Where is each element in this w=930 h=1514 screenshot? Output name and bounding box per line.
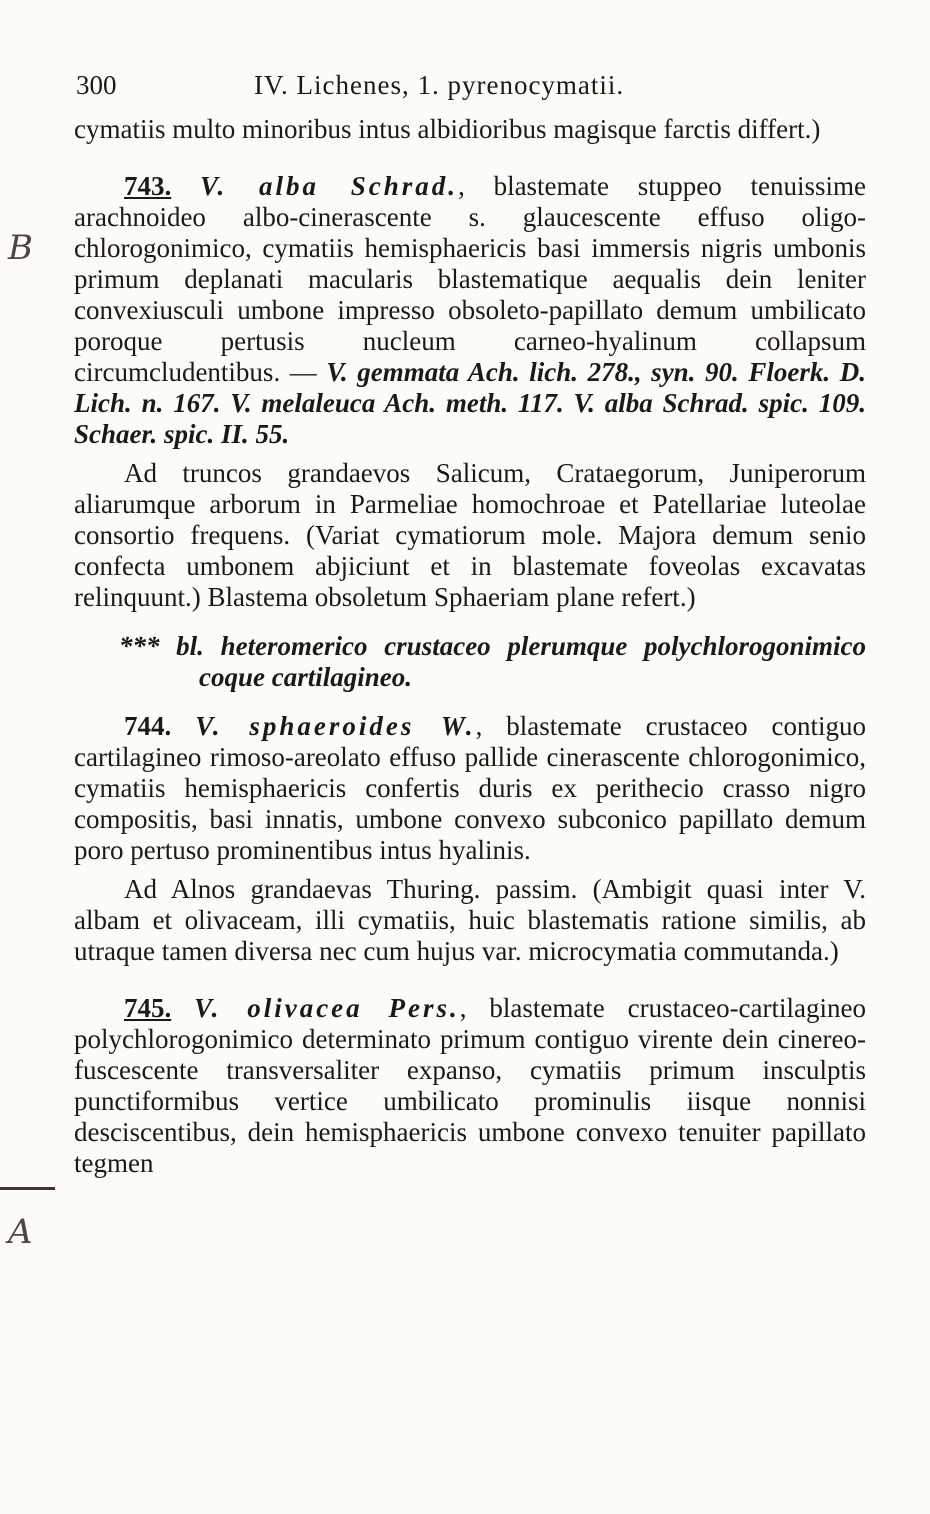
page-body — [74, 114, 866, 1179]
page-number: 300 — [76, 70, 117, 100]
entry-744-habitat: Ad Alnos grandaevas Thuring. passim. (Ambigit quasi inter V. albam et olivaceam, illi cymatiis, huic blastematis ratione similis, ab utraque tamen diversa nec cum hujus var. microcymatia commutanda.) — [74, 874, 866, 966]
entry-743-description: , blastemate stuppeo tenuissime arachnoideo albo-cinerascente s. glaucescente effuso oligo-chlorogonimico, cymatiis hemisphaericis basi immersis nigris umbonis primum deplanati macularis blastematique aequalis dein leniter convexiusculi umbone impresso obsoleto-papillato demum umbilicato poroque pertusis nucleum carneo-hyalinum collapsum circumcludentibus. — — [74, 171, 866, 387]
intro-paragraph: cymatiis multo minoribus intus albidioribus magisque farctis differt.) — [74, 114, 821, 144]
entry-745-name: V. olivacea Pers. — [194, 993, 460, 1023]
entry-743-habitat: Ad truncos grandaevos Salicum, Crataegorum, Juniperorum aliarumque arborum in Parmeliae homochroae et Patellariae luteolae consortio frequens. (Variat cymatiorum mole. Majora demum senio confecta umbonem abjiciunt et in blastemate foveolas excavatas relinquunt.) Blastema obsoletum Sphaeriam plane refert.) — [74, 458, 866, 612]
entry-744 — [74, 711, 866, 866]
section-heading: *** bl. heteromerico crustaceo plerumque polychlorogonimico coque cartilagineo. — [119, 631, 866, 692]
entry-743 — [74, 171, 866, 450]
entry-745-number: 745. — [124, 993, 172, 1023]
entry-743-number: 743. — [124, 171, 172, 201]
entry-745-description: , blastemate crustaceo-cartilagineo polychlorogonimico determinato primum contiguo virente dein cinereo-fuscescente transversaliter expanso, cymatiis primum insculptis punctiformibus vertice umbilicato prominulis iisque nonnisi desciscentibus, dein hemisphaericis umbone convexo tenuiter papillato tegmen — [74, 993, 866, 1178]
entry-743-synonyms: V. gemmata Ach. lich. 278., syn. 90. Floerk. D. Lich. n. 167. V. melaleuca Ach. meth. 117. V. alba Schrad. spic. 109. Schaer. spic. II. 55. — [74, 357, 866, 449]
margin-note-743: B — [8, 228, 33, 268]
margin-dash-mark — [0, 1187, 55, 1190]
entry-743-name: V. alba Schrad. — [200, 171, 459, 201]
entry-745 — [74, 993, 866, 1179]
entry-744-name: V. sphaeroides W. — [195, 711, 476, 741]
page-header — [74, 70, 866, 114]
entry-744-description: , blastemate crustaceo contiguo cartilagineo rimoso-areolato effuso pallide cinerascente chlorogonimico, cymatiis hemisphaericis confertis duris ex perithecio crasso nigro compositis, basi innatis, umbone convexo subconico papillato demum poro pertuso prominentibus intus hyalinis. — [74, 711, 866, 865]
running-title: IV. Lichenes, 1. pyrenocymatii. — [254, 70, 625, 100]
margin-note-745: A — [8, 1212, 33, 1252]
page — [74, 70, 866, 1179]
entry-744-number: 744. — [124, 711, 172, 741]
